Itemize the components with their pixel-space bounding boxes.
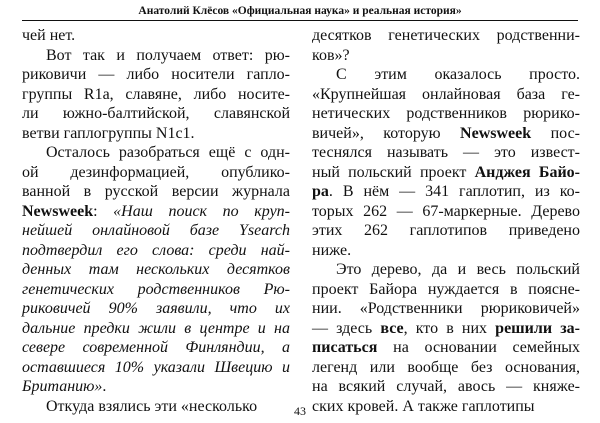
italic-text: севере современной Финляндии, а xyxy=(22,339,290,356)
text-line xyxy=(22,299,290,319)
text-line xyxy=(312,377,580,397)
text-line xyxy=(22,358,290,378)
text-run: , кто в них xyxy=(403,319,496,337)
text-line xyxy=(312,26,580,46)
bold-text: Анджея Байо- xyxy=(474,163,580,181)
text-line xyxy=(312,319,580,339)
text-line xyxy=(312,104,580,124)
text-run: С этим оказалось просто. xyxy=(336,66,580,83)
italic-text: дальние предки жили в центре и на xyxy=(22,319,290,337)
text-run: — здесь xyxy=(312,319,381,337)
text-line xyxy=(312,182,580,202)
text-run: торых 262 — 67-маркерные. Дерево xyxy=(312,202,580,220)
text-line xyxy=(22,85,290,105)
text-line xyxy=(312,358,580,378)
text-line xyxy=(22,280,290,300)
text-line xyxy=(22,221,290,241)
right-text-column xyxy=(312,26,580,416)
text-line xyxy=(312,65,580,85)
text-run: проект Байора нуждается в поясне- xyxy=(312,280,580,298)
italic-text: подтвердил его слова: среди най- xyxy=(22,241,290,259)
text-run: нетических родственников рюрико- xyxy=(312,105,580,122)
italic-text: риковичей 90% заявили, что их xyxy=(22,300,290,317)
text-run: Откуда взялись эти «несколько xyxy=(46,397,258,415)
bold-text: писаться xyxy=(312,339,378,356)
text-line xyxy=(22,26,290,46)
text-run: десятков генетических родственни- xyxy=(312,27,580,44)
text-run: на основании семейных xyxy=(377,339,580,356)
left-text-column xyxy=(22,26,290,416)
text-run: группы R1a, славяне, либо носите- xyxy=(22,85,290,103)
text-run: Осталось разобраться ещё с одн- xyxy=(46,144,290,161)
text-run: этих 262 гаплотипов приведено xyxy=(312,222,580,239)
text-run: «Крупнейшая онлайновая база ге- xyxy=(312,85,580,103)
bold-text: ра xyxy=(312,183,329,200)
text-line xyxy=(22,65,290,85)
italic-text: нейшей онлайновой базе Ysearch xyxy=(22,222,290,239)
text-line xyxy=(312,202,580,222)
text-line xyxy=(312,85,580,105)
text-line xyxy=(22,143,290,163)
text-run: . В нём — 341 гаплотип, из ко- xyxy=(328,183,580,200)
italic-text: Британию» xyxy=(22,378,103,395)
text-line xyxy=(22,338,290,358)
text-line xyxy=(312,260,580,280)
text-run: . xyxy=(102,378,107,395)
text-run: Вот так и получаем ответ: рю- xyxy=(46,46,290,64)
text-run: вичей», которую xyxy=(312,124,461,142)
text-run: легенд или вообще без основания, xyxy=(312,358,580,376)
text-line xyxy=(22,46,290,66)
italic-text: «Наш поиск по круп- xyxy=(113,202,290,220)
text-line xyxy=(22,124,290,144)
italic-text: генетических родственников Рю- xyxy=(22,280,290,298)
italic-text: оставшиеся 10% указали Швецию и xyxy=(22,358,290,376)
page-number: 43 xyxy=(294,404,306,418)
text-run: на всякий случай, авось — княже- xyxy=(312,378,580,395)
text-line xyxy=(22,241,290,261)
bold-text: Newsweek xyxy=(460,124,532,142)
text-line xyxy=(22,104,290,124)
text-run: ниже. xyxy=(312,241,352,259)
text-line xyxy=(22,182,290,202)
text-line xyxy=(312,46,580,66)
text-run: чей нет. xyxy=(22,27,76,44)
text-run: ков»? xyxy=(312,46,350,64)
bold-text: Newsweek xyxy=(22,202,94,220)
text-run: ванной в русской версии журнала xyxy=(22,183,290,200)
text-line xyxy=(312,299,580,319)
text-run: ный польский проект xyxy=(312,163,475,181)
text-line xyxy=(22,377,290,397)
text-line xyxy=(22,163,290,183)
text-run: риковичи — либо носители гапло- xyxy=(22,66,290,83)
running-header: Анатолий Клёсов «Официальная наука» и реальная история» xyxy=(22,4,578,21)
text-line xyxy=(22,202,290,222)
text-line xyxy=(312,338,580,358)
text-line xyxy=(312,143,580,163)
text-line xyxy=(22,319,290,339)
text-line xyxy=(312,241,580,261)
bold-text: все xyxy=(380,319,404,337)
text-line xyxy=(312,221,580,241)
text-run: ли южно-балтийской, славянской xyxy=(22,105,290,122)
text-run: : xyxy=(93,202,114,220)
text-line xyxy=(22,260,290,280)
text-line xyxy=(312,124,580,144)
text-line xyxy=(312,163,580,183)
text-line xyxy=(312,280,580,300)
text-run: Это дерево, да и весь польский xyxy=(336,261,580,278)
text-run: пос- xyxy=(531,124,580,142)
text-run: ой дезинформацией, опублико- xyxy=(22,163,290,181)
text-run: ских кровей. А также гаплотипы xyxy=(312,397,535,415)
text-run: нии. «Родственники рюриковичей» xyxy=(312,300,580,317)
text-run: ветви гаплогруппы N1c1. xyxy=(22,124,195,142)
text-run: теснялся называть — это извест- xyxy=(312,144,580,161)
bold-text: решили за- xyxy=(495,319,580,337)
italic-text: денных там нескольких десятков xyxy=(22,261,290,278)
